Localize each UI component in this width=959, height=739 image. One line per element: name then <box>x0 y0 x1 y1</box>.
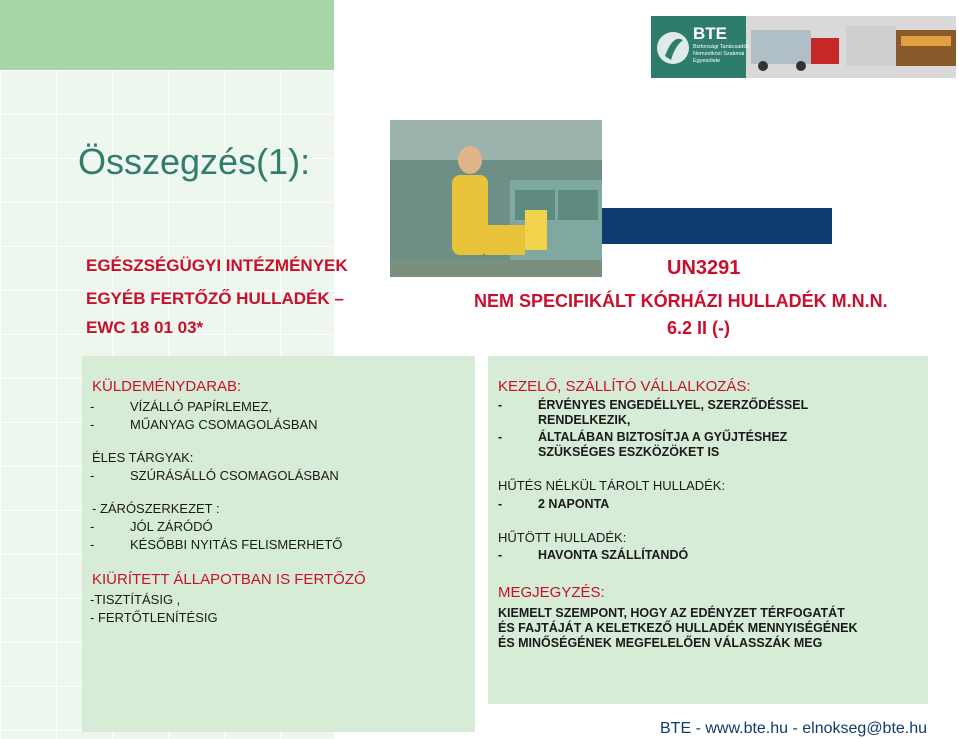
list-item: ÉRVÉNYES ENGEDÉLLYEL, SZERZŐDÉSSEL <box>538 398 809 412</box>
list-dash: - <box>90 468 95 483</box>
list-dash: - <box>90 417 95 432</box>
institution-ewc: EWC 18 01 03* <box>86 318 204 337</box>
un-description: NEM SPECIFIKÁLT KÓRHÁZI HULLADÉK M.N.N. <box>474 291 888 311</box>
closure-heading: - ZÁRÓSZERKEZET : <box>92 501 220 516</box>
list-item: HAVONTA SZÁLLÍTANDÓ <box>538 548 689 562</box>
accent-bar <box>602 208 832 244</box>
institution-line-2: EGYÉB FERTŐZŐ HULLADÉK – <box>86 289 344 308</box>
bte-logo <box>651 16 956 78</box>
packaging-heading: KÜLDEMÉNYDARAB: <box>92 378 242 395</box>
logo-text: Biztonsági Tanácsadók Nemzetközi Szakmai Egyesülete <box>693 44 750 64</box>
cooled-heading: HŰTÖTT HULLADÉK: <box>498 530 627 545</box>
un-code: UN3291 <box>667 257 741 279</box>
infectious-heading: KIÜRÍTETT ÁLLAPOTBAN IS FERTŐZŐ <box>92 571 366 588</box>
list-item: 2 NAPONTA <box>538 497 610 511</box>
sharps-heading: ÉLES TÁRGYAK: <box>92 450 194 465</box>
list-dash: - <box>498 548 503 562</box>
un-class: 6.2 II (-) <box>667 318 731 338</box>
list-item: SZÜKSÉGES ESZKÖZÖKET IS <box>538 445 720 459</box>
list-dash: - <box>498 430 503 444</box>
list-item: VÍZÁLLÓ PAPÍRLEMEZ, <box>130 399 273 414</box>
list-dash: - <box>498 497 503 511</box>
note-text: KIEMELT SZEMPONT, HOGY AZ EDÉNYZET TÉRFOGATÁT <box>498 606 845 620</box>
logo-brand: BTE <box>693 24 727 43</box>
list-dash: - <box>90 537 95 552</box>
list-item: RENDELKEZIK, <box>538 413 631 427</box>
list-item: KÉSŐBBI NYITÁS FELISMERHETŐ <box>130 537 343 552</box>
institution-line-1: EGÉSZSÉGÜGYI INTÉZMÉNYEK <box>86 256 348 275</box>
note-text: ÉS MINŐSÉGÉNEK MEGFELELŐEN VÁLASSZÁK MEG <box>498 636 823 650</box>
list-dash: - <box>90 399 95 414</box>
packaging-panel <box>82 356 475 732</box>
list-dash: - <box>90 519 95 534</box>
hospital-photo <box>390 120 602 277</box>
operator-heading: KEZELŐ, SZÁLLÍTÓ VÁLLALKOZÁS: <box>498 378 751 395</box>
noncooled-heading: HŰTÉS NÉLKÜL TÁROLT HULLADÉK: <box>498 478 726 493</box>
list-item: ÁLTALÁBAN BIZTOSÍTJA A GYŰJTÉSHEZ <box>538 430 788 444</box>
list-item: JÓL ZÁRÓDÓ <box>130 519 213 534</box>
list-item: MŰANYAG CSOMAGOLÁSBAN <box>130 417 318 432</box>
list-dash: - <box>498 398 503 412</box>
page-title: Összegzés(1): <box>78 141 311 182</box>
footer-contact: BTE - www.bte.hu - elnokseg@bte.hu <box>660 720 928 737</box>
list-item: - FERTŐTLENÍTÉSIG <box>90 610 218 625</box>
note-text: ÉS FAJTÁJÁT A KELETKEZŐ HULLADÉK MENNYISÉGÉNEK <box>498 621 858 635</box>
transport-panel <box>488 356 928 704</box>
note-heading: MEGJEGYZÉS: <box>498 584 605 601</box>
list-item: -TISZTÍTÁSIG , <box>90 592 181 607</box>
list-item: SZÚRÁSÁLLÓ CSOMAGOLÁSBAN <box>130 468 339 483</box>
